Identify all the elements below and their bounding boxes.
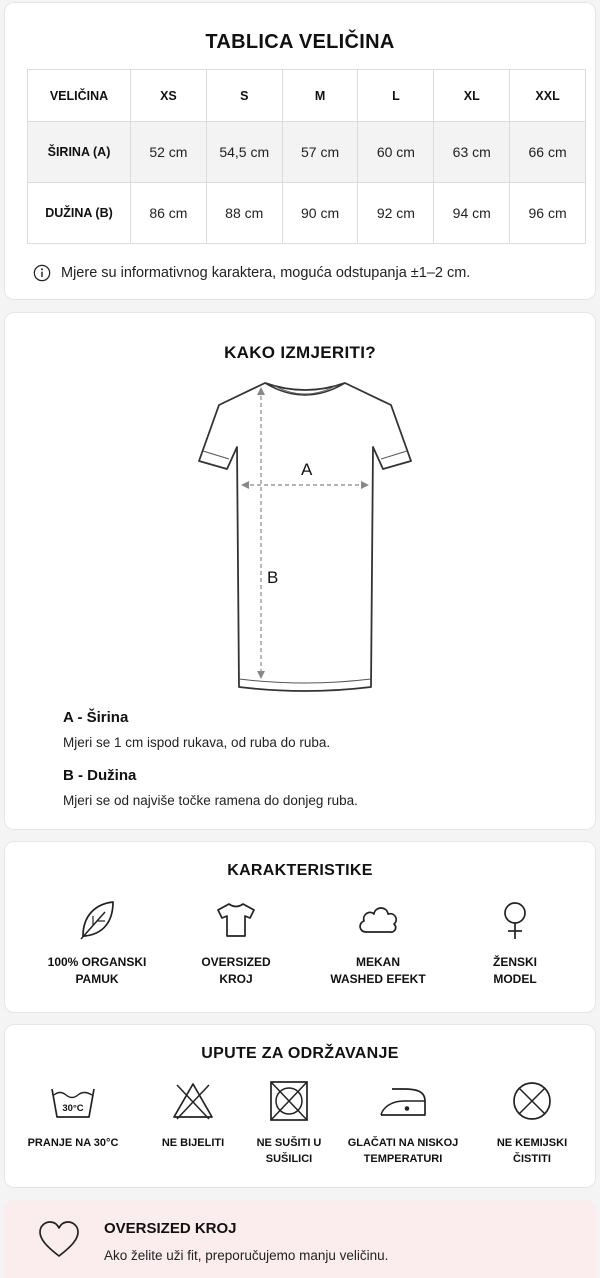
- table-row: [28, 183, 586, 244]
- width-definition-text: Mjeri se 1 cm ispod rukava, od ruba do ruba.: [63, 735, 331, 750]
- table-cell: 60 cm: [358, 122, 434, 183]
- care-card: [4, 1024, 596, 1188]
- banner-title: OVERSIZED KROJ: [104, 1220, 237, 1237]
- tshirt-icon: [214, 898, 258, 942]
- size-table-header-row: [28, 70, 586, 122]
- care-wash: [13, 1079, 133, 1151]
- header-cell: S: [206, 70, 282, 122]
- svg-text:30°C: 30°C: [62, 1103, 84, 1114]
- length-definition: [63, 767, 358, 808]
- feature-label: ŽENSKI MODEL: [492, 955, 537, 986]
- size-note: [33, 264, 470, 282]
- feature-label: MEKAN WASHED EFEKT: [330, 955, 426, 986]
- table-cell: 94 cm: [434, 183, 510, 244]
- female-symbol-icon: [493, 898, 537, 942]
- dress-diagram: [185, 377, 425, 697]
- header-cell: XXL: [510, 70, 586, 122]
- care-label: NE SUŠITI U SUŠILICI: [256, 1137, 322, 1165]
- oversized-banner: [4, 1200, 596, 1278]
- table-cell: 57 cm: [282, 122, 358, 183]
- no-tumble-dry-icon: [264, 1079, 314, 1123]
- size-note-text: Mjere su informativnog karaktera, moguća odstupanja ±1–2 cm.: [61, 265, 471, 281]
- table-cell: 88 cm: [206, 183, 282, 244]
- leaf-icon: [75, 898, 119, 942]
- header-cell: XL: [434, 70, 510, 122]
- feature-soft: [303, 898, 453, 988]
- info-icon: [33, 264, 51, 282]
- measure-title: KAKO IZMJERITI?: [224, 343, 376, 362]
- feature-label: OVERSIZED KROJ: [201, 955, 271, 986]
- feature-oversized: [161, 898, 311, 988]
- measure-card: [4, 312, 596, 830]
- width-definition: [63, 709, 330, 750]
- features-title: KARAKTERISTIKE: [227, 862, 373, 879]
- table-cell: 96 cm: [510, 183, 586, 244]
- row-label: ŠIRINA (A): [28, 122, 131, 183]
- banner-text: Ako želite uži fit, preporučujemo manju veličinu.: [104, 1248, 389, 1263]
- feature-label: 100% ORGANSKI PAMUK: [47, 955, 147, 986]
- table-cell: 66 cm: [510, 122, 586, 183]
- care-no-tumble: [229, 1079, 349, 1167]
- header-cell: VELIČINA: [28, 70, 131, 122]
- care-title: UPUTE ZA ODRŽAVANJE: [201, 1045, 399, 1062]
- care-no-dryclean: [472, 1079, 592, 1167]
- no-dry-clean-icon: [507, 1079, 557, 1123]
- table-cell: 63 cm: [434, 122, 510, 183]
- size-table: [27, 69, 586, 244]
- size-table-card: [4, 2, 596, 300]
- width-definition-title: A - Širina: [63, 709, 129, 726]
- feature-organic: [22, 898, 172, 988]
- label-b: B: [267, 568, 279, 587]
- table-cell: 54,5 cm: [206, 122, 282, 183]
- feature-female: [440, 898, 590, 988]
- no-bleach-icon: [168, 1079, 218, 1123]
- care-label: NE BIJELITI: [161, 1137, 225, 1149]
- row-label: DUŽINA (B): [28, 183, 131, 244]
- care-iron: [343, 1079, 463, 1167]
- table-cell: 90 cm: [282, 183, 358, 244]
- care-label: NE KEMIJSKI ČISTITI: [496, 1137, 568, 1165]
- table-cell: 52 cm: [131, 122, 207, 183]
- cloud-icon: [356, 898, 400, 942]
- header-cell: XS: [131, 70, 207, 122]
- header-cell: L: [358, 70, 434, 122]
- table-cell: 92 cm: [358, 183, 434, 244]
- heart-icon: [38, 1220, 80, 1260]
- label-a: A: [301, 460, 313, 479]
- wash-30-icon: [48, 1079, 98, 1123]
- header-cell: M: [282, 70, 358, 122]
- features-card: [4, 841, 596, 1013]
- dress-outline: [199, 383, 411, 691]
- table-cell: 86 cm: [131, 183, 207, 244]
- table-row: [28, 122, 586, 183]
- care-label: GLAČATI NA NISKOJ TEMPERATURI: [347, 1137, 459, 1165]
- length-definition-title: B - Dužina: [63, 767, 137, 784]
- length-definition-text: Mjeri se od najviše točke ramena do donjeg ruba.: [63, 793, 358, 808]
- size-table-title: TABLICA VELIČINA: [205, 31, 395, 53]
- iron-low-icon: [378, 1079, 428, 1123]
- care-label: PRANJE NA 30°C: [27, 1137, 119, 1149]
